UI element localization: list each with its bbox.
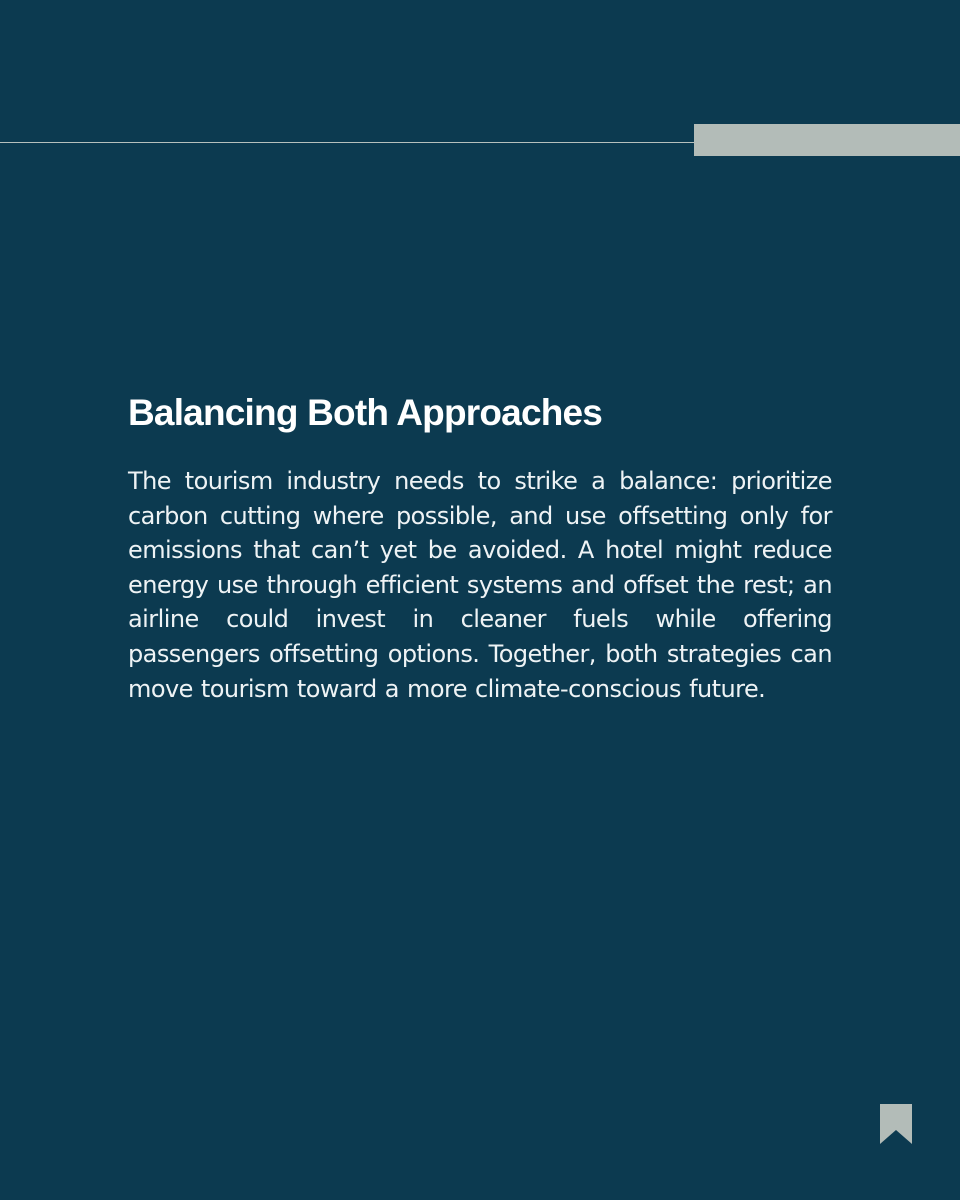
body-paragraph: The tourism industry needs to strike a balance: prioritize carbon cutting where possible, and use offsetting only for emissions that can’t yet be avoided. A hotel might reduce energy use through efficient systems and offset the rest; an airline could invest in cleaner fuels while offering passengers offsetting options. Together, both strategies can move tourism toward a more climate-conscious future.	[128, 467, 832, 703]
main-content	[128, 388, 832, 706]
page-title: Balancing Both Approaches	[128, 392, 603, 433]
bookmark-icon[interactable]	[880, 1104, 912, 1144]
header-divider-line	[0, 142, 694, 143]
header-accent-bar	[694, 124, 960, 156]
